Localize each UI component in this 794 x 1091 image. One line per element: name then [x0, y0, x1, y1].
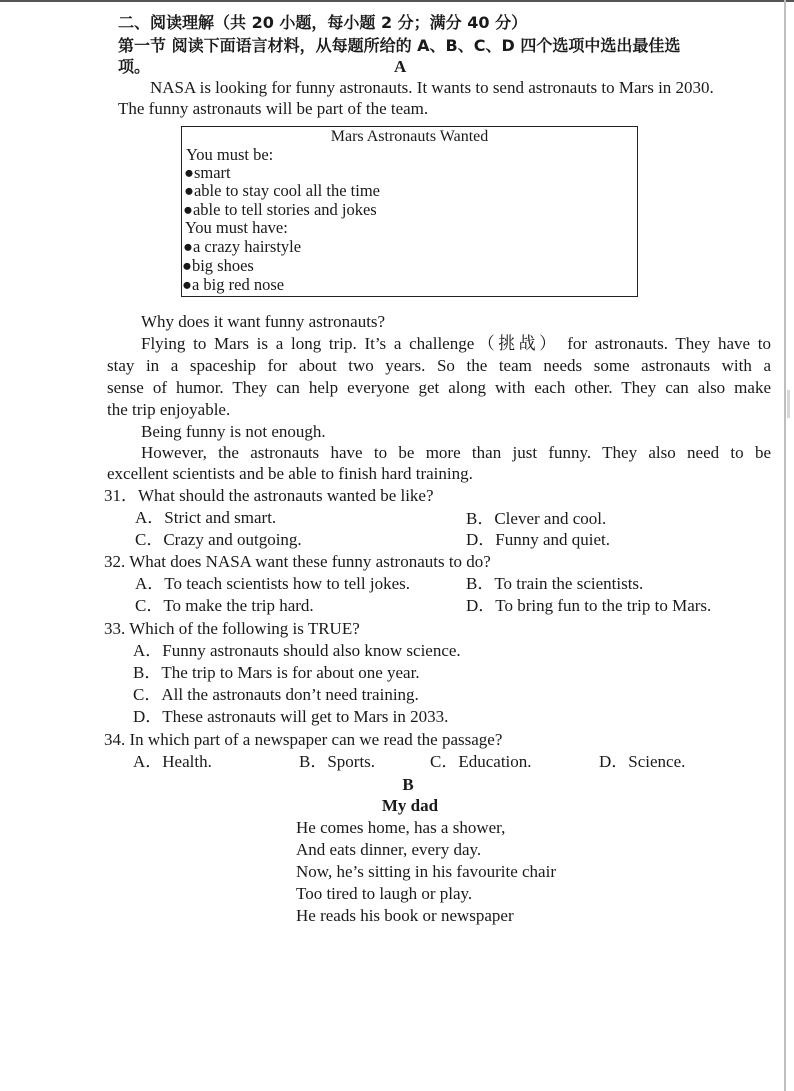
list-item: ●big shoes: [182, 256, 254, 275]
page-top-edge: [0, 0, 794, 2]
bullet-icon: ●: [182, 256, 192, 275]
bullet-icon: ●: [183, 237, 193, 256]
q33-option-b[interactable]: B．The trip to Mars is for about one year.: [133, 663, 420, 682]
q32-option-b[interactable]: B．To train the scientists.: [466, 574, 644, 593]
bullet-icon: ●: [184, 163, 194, 182]
para2-line: Being funny is not enough.: [141, 422, 326, 441]
poem-line: Too tired to laugh or play.: [296, 884, 473, 903]
q31-option-c[interactable]: C．Crazy and outgoing.: [135, 530, 302, 549]
intro-line-2: The funny astronauts will be part of the team.: [118, 99, 429, 118]
bullet-icon: ●: [182, 275, 192, 294]
para1-line-2: stay in a spaceship for about two years. So the team needs some astronauts with a: [107, 356, 771, 375]
list-item: ●a crazy hairstyle: [183, 237, 302, 256]
poem-line: He reads his book or newspaper: [296, 906, 514, 925]
q33-option-c[interactable]: C．All the astronauts don’t need training.: [133, 685, 419, 704]
poem-title: My dad: [381, 796, 439, 815]
para1-line-1: Flying to Mars is a long trip. It’s a challenge（挑战） for astronauts. They have to: [141, 334, 771, 353]
para3-line-1: However, the astronauts have to be more than just funny. They also need to be: [141, 443, 771, 462]
q33-option-d[interactable]: D．These astronauts will get to Mars in 2033.: [133, 707, 449, 726]
q31-option-b[interactable]: B．Clever and cool.: [466, 509, 607, 528]
intro-line-1: NASA is looking for funny astronauts. It wants to send astronauts to Mars in 2030.: [150, 78, 714, 97]
question-32-stem: 32. What does NASA want these funny astronauts to do?: [104, 552, 491, 571]
poem-line: He comes home, has a shower,: [296, 818, 506, 837]
q34-option-b[interactable]: B．Sports.: [299, 752, 376, 771]
scroll-indicator: [787, 390, 790, 418]
list-item: ●able to tell stories and jokes: [183, 200, 377, 219]
notice-title: Mars Astronauts Wanted: [330, 128, 489, 145]
page-right-edge: [784, 0, 786, 1091]
para1-line-3: sense of humor. They can help everyone get along with each other. They can also make: [107, 378, 771, 397]
section-heading: 二、阅读理解（共 20 小题，每小题 2 分；满分 40 分）: [118, 13, 528, 32]
bullet-icon: ●: [184, 181, 194, 200]
q34-option-a[interactable]: A．Health.: [133, 752, 212, 771]
must-be-heading: You must be:: [186, 145, 274, 164]
list-item: ●smart: [184, 163, 231, 182]
question-31-stem: 31．What should the astronauts wanted be like?: [104, 486, 434, 505]
q31-option-a[interactable]: A．Strict and smart.: [135, 508, 277, 527]
question-33-stem: 33. Which of the following is TRUE?: [104, 619, 360, 638]
poem-line: Now, he’s sitting in his favourite chair: [296, 862, 556, 881]
q32-option-c[interactable]: C．To make the trip hard.: [135, 596, 314, 615]
q33-option-a[interactable]: A．Funny astronauts should also know science.: [133, 641, 461, 660]
q34-option-c[interactable]: C．Education.: [430, 752, 532, 771]
q31-option-d[interactable]: D．Funny and quiet.: [466, 530, 611, 549]
mars-notice-box: [181, 126, 638, 297]
q34-option-d[interactable]: D．Science.: [599, 752, 686, 771]
passage-b-label: B: [402, 775, 414, 794]
q32-option-d[interactable]: D．To bring fun to the trip to Mars.: [466, 596, 712, 615]
para3-line-2: excellent scientists and be able to finish hard training.: [107, 464, 473, 483]
q32-option-a[interactable]: A．To teach scientists how to tell jokes.: [135, 574, 411, 593]
must-have-heading: You must have:: [185, 218, 288, 237]
question-34-stem: 34. In which part of a newspaper can we read the passage?: [104, 730, 503, 749]
passage-a-label: A: [394, 57, 407, 76]
bullet-icon: ●: [183, 200, 193, 219]
instruction-line-1: 第一节 阅读下面语言材料，从每题所给的 A、B、C、D 四个选项中选出最佳选: [118, 36, 681, 55]
list-item: ●a big red nose: [182, 275, 285, 294]
poem-line: And eats dinner, every day.: [296, 840, 482, 859]
para1-line-4: the trip enjoyable.: [107, 400, 231, 419]
list-item: ●able to stay cool all the time: [184, 181, 380, 200]
instruction-line-2: 项。: [118, 57, 151, 76]
body-question-line: Why does it want funny astronauts?: [141, 312, 386, 331]
